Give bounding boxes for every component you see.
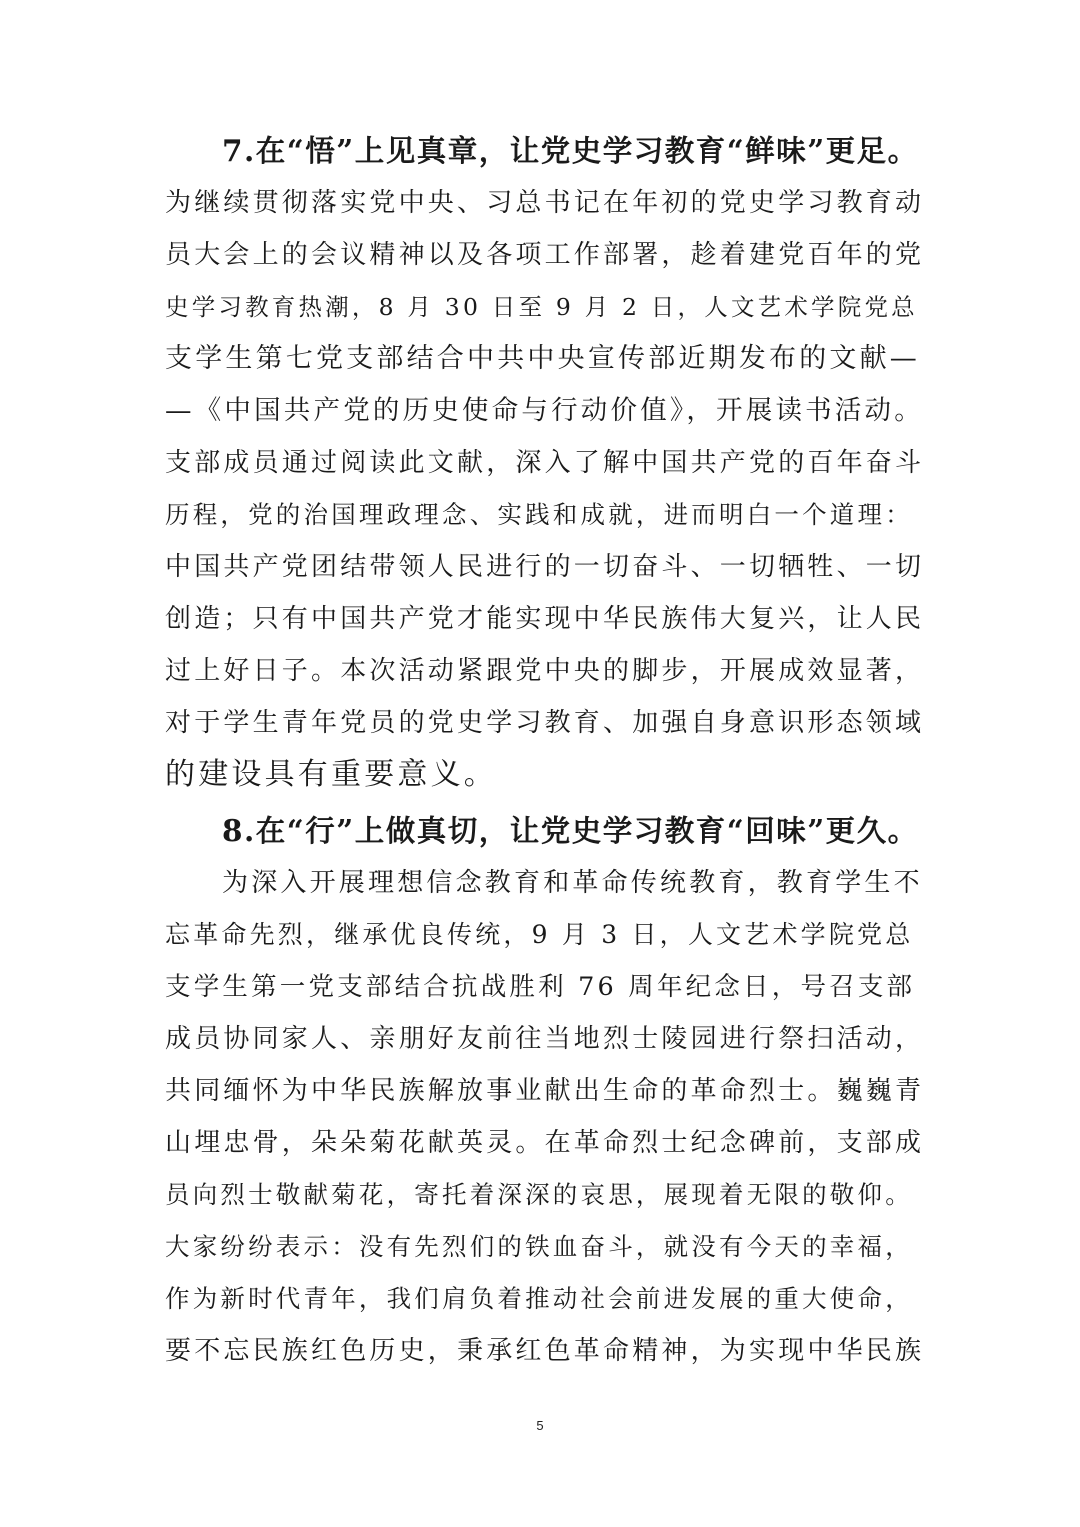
body-text-line: 大家纷纷表示：没有先烈们的铁血奋斗，就没有今天的幸福， — [165, 1232, 913, 1261]
body-text-line: 支学生第一党支部结合抗战胜利 76 周年纪念日，号召支部 — [165, 972, 916, 1002]
body-text-line: 员大会上的会议精神以及各项工作部署，趁着建党百年的党 — [165, 240, 925, 270]
body-text-line: 要不忘民族红色历史，秉承红色革命精神，为实现中华民族 — [165, 1336, 925, 1366]
body-text-line: 作为新时代青年，我们肩负着推动社会前进发展的重大使命， — [165, 1284, 913, 1313]
section-heading-8: 8.在“行”上做真切，让党史学习教育“回味”更久。 — [222, 813, 919, 848]
body-text-line: 成员协同家人、亲朋好友前往当地烈士陵园进行祭扫活动， — [165, 1024, 925, 1054]
body-text-line: 史学习教育热潮，8 月 30 日至 9 月 2 日，人文艺术学院党总 — [165, 293, 918, 321]
body-text-line: 历程，党的治国理政理念、实践和成就，进而明白一个道理： — [165, 500, 913, 529]
body-text-line: 支学生第七党支部结合中共中央宣传部近期发布的文献— — [165, 343, 920, 374]
body-text-line: 创造；只有中国共产党才能实现中华民族伟大复兴，让人民 — [165, 604, 925, 634]
page-number: 5 — [536, 1418, 544, 1433]
body-text-line: 支部成员通过阅读此文献，深入了解中国共产党的百年奋斗 — [165, 448, 925, 478]
body-text-line: 中国共产党团结带领人民进行的一切奋斗、一切牺牲、一切 — [165, 552, 925, 582]
body-text-line: 过上好日子。本次活动紧跟党中央的脚步，开展成效显著， — [165, 656, 925, 686]
body-text-line: 的建设具有重要意义。 — [165, 757, 497, 792]
body-text-line: —《中国共产党的历史使命与行动价值》，开展读书活动。 — [165, 395, 924, 426]
body-text-line: 忘革命先烈，继承优良传统，9 月 3 日，人文艺术学院党总 — [165, 920, 914, 949]
body-text-line: 为继续贯彻落实党中央、习总书记在年初的党史学习教育动 — [165, 188, 925, 218]
body-text-line: 员向烈士敬献菊花，寄托着深深的哀思，展现着无限的敬仰。 — [165, 1180, 913, 1209]
body-text-line: 对于学生青年党员的党史学习教育、加强自身意识形态领域 — [165, 708, 925, 738]
section-heading-7: 7.在“悟”上见真章，让党史学习教育“鲜味”更足。 — [222, 133, 919, 168]
body-text-line: 为深入开展理想信念教育和革命传统教育，教育学生不 — [222, 868, 923, 898]
body-text-line: 共同缅怀为中华民族解放事业献出生命的革命烈士。巍巍青 — [165, 1076, 925, 1106]
body-text-line: 山埋忠骨，朵朵菊花献英灵。在革命烈士纪念碑前，支部成 — [165, 1128, 925, 1158]
